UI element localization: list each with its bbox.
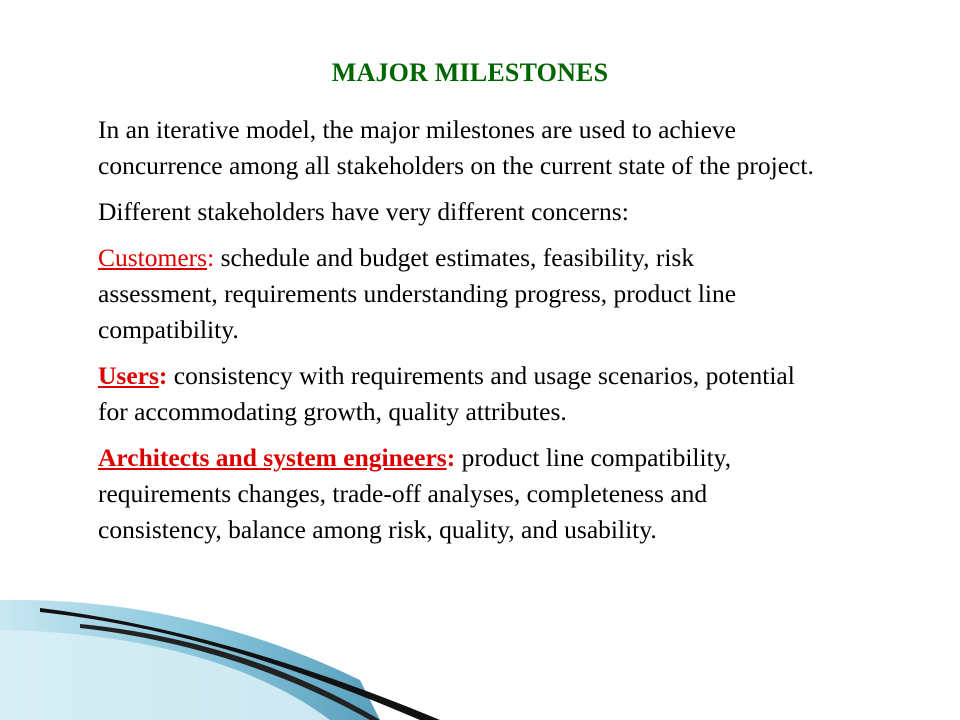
customers-paragraph (98, 240, 818, 348)
users-colon: : (158, 361, 168, 390)
architects-label: Architects and system engineers (98, 443, 447, 472)
slide-body (98, 112, 818, 558)
swoosh-dark-stroke-2 (80, 624, 380, 720)
slide-title: MAJOR MILESTONES (331, 58, 609, 87)
customers-text: schedule and budget estimates, feasibility, risk assessment, requirements understanding progress, product line compatibility. (98, 243, 737, 344)
customers-colon: : (207, 243, 215, 272)
architects-colon: : (446, 443, 456, 472)
architects-text: product line compatibility, requirements changes, trade-off analyses, completeness and consistency, balance among risk, quality, and usability. (98, 443, 732, 544)
users-paragraph (98, 358, 818, 430)
intro-paragraph: In an iterative model, the major milestones are used to achieve concurrence among all stakeholders on the current state of the project. (98, 115, 814, 180)
users-label: Users (98, 361, 159, 390)
swoosh-blue-band (0, 600, 380, 720)
concerns-paragraph: Different stakeholders have very different concerns: (98, 197, 629, 226)
users-text: consistency with requirements and usage scenarios, potential for accommodating growth, quality attributes. (98, 361, 795, 426)
architects-paragraph (98, 440, 818, 548)
swoosh-dark-stroke (40, 608, 440, 720)
swoosh-light-band (0, 630, 330, 720)
customers-label: Customers (98, 243, 208, 272)
